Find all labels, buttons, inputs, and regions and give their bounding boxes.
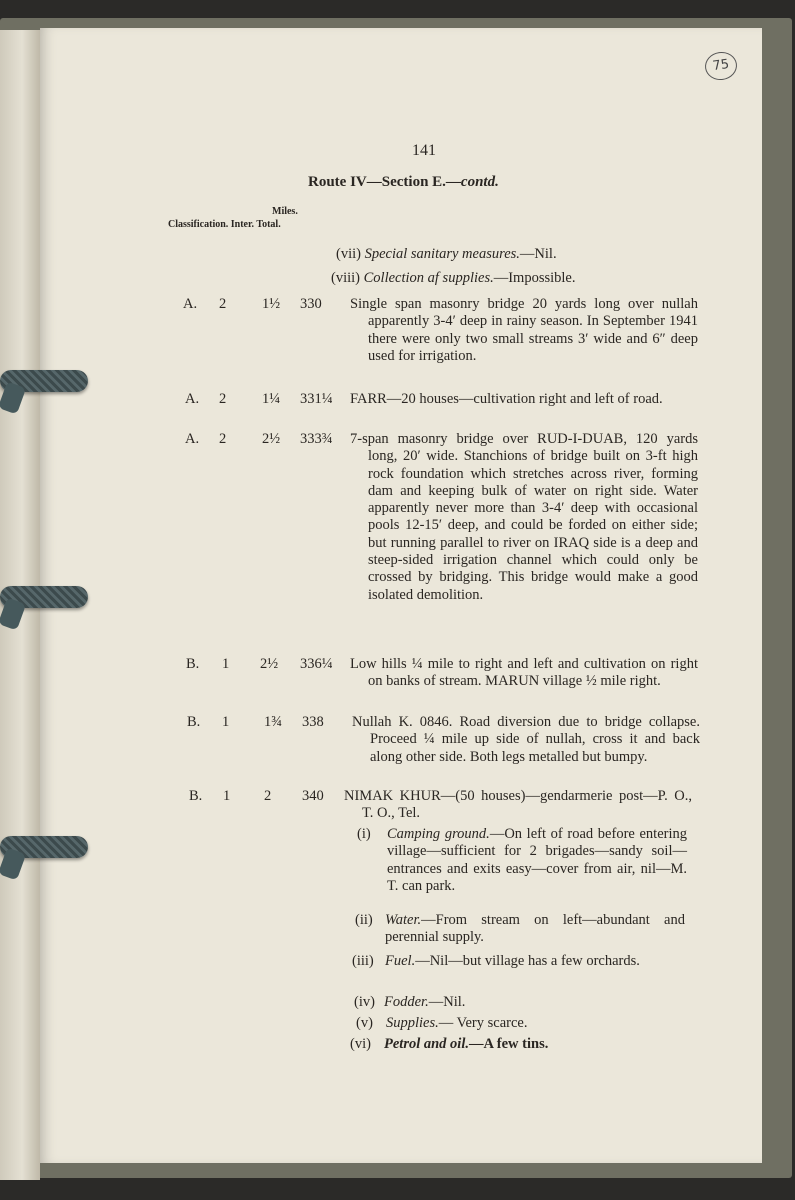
page-number: 141 xyxy=(412,142,436,159)
row-classification: B. xyxy=(186,656,200,672)
sub-item: (v) Supplies.— Very scarce. xyxy=(356,1015,528,1031)
row-inter-miles: 2½ xyxy=(260,656,279,672)
row-classification: B. xyxy=(187,714,201,730)
binding-string xyxy=(0,586,88,608)
row-total-miles: 331¼ xyxy=(300,391,333,407)
row-class-number: 2 xyxy=(219,296,227,312)
column-headers: Classification. Inter. Total. xyxy=(168,219,281,230)
row-inter-miles: 2 xyxy=(264,788,272,804)
row-description: Nullah K. 0846. Road diversion due to bridge collapse. Proceed ¼ mile up side of nullah, cross it and back along other side. Both legs metalled but bumpy. xyxy=(352,714,700,765)
row-inter-miles: 1¾ xyxy=(264,714,283,730)
row-inter-miles: 1½ xyxy=(262,296,281,312)
row-total-miles: 336¼ xyxy=(300,656,333,672)
sub-item: (ii) Water.—From stream on left—abundant and perennial supply. xyxy=(355,912,685,946)
sub-item: (iv) Fodder.—Nil. xyxy=(354,994,466,1010)
sub-item: (vi) Petrol and oil.—A few tins. xyxy=(350,1036,549,1052)
row-class-number: 1 xyxy=(223,788,231,804)
row-total-miles: 330 xyxy=(300,296,322,312)
row-description: Single span masonry bridge 20 yards long over nullah apparently 3-4′ deep in rainy season. In September 1941 there were only two small streams 3′ wide and 6″ deep used for irrigation. xyxy=(350,296,698,364)
row-classification: B. xyxy=(189,788,203,804)
row-class-number: 1 xyxy=(222,656,230,672)
sub-item: (iii) Fuel.—Nil—but village has a few orchards. xyxy=(352,953,640,969)
pre-item: (viii) Collection af supplies.—Impossible. xyxy=(331,270,576,286)
row-total-miles: 333¾ xyxy=(300,431,333,447)
row-description: 7-span masonry bridge over RUD-I-DUAB, 120 yards long, 20′ wide. Stanchions of bridge built on 3-ft high rock foundation which stretches across river, forming dam and keeping bulk of water on right side. Water apparently never more than 3-4′ deep with occasional pools 12-15′ deep, and could be forded on either side; but running parallel to river on IRAQ side is a deep and steep-sided irrigation channel which could only be crossed by bridging. This bridge would make a good isolated demolition. xyxy=(350,431,698,603)
row-total-miles: 338 xyxy=(302,714,324,730)
row-classification: A. xyxy=(183,296,198,312)
sub-item: (i) Camping ground.—On left of road before entering village—sufficient for 2 brigades—sandy soil—entrances and exits easy—cover from air, nil—M. T. can park. xyxy=(357,826,687,894)
binding-string xyxy=(0,836,88,858)
row-description: FARR—20 houses—cultivation right and left of road. xyxy=(350,391,663,407)
row-description: Low hills ¼ mile to right and left and cultivation on right on banks of stream. MARUN village ½ mile right. xyxy=(350,656,698,690)
row-inter-miles: 2½ xyxy=(262,431,281,447)
handwritten-folio-number: 75 xyxy=(703,50,739,82)
row-classification: A. xyxy=(185,431,200,447)
row-class-number: 2 xyxy=(219,431,227,447)
row-description: NIMAK KHUR—(50 houses)—gendarmerie post—P. O., T. O., Tel. xyxy=(344,788,692,822)
row-class-number: 1 xyxy=(222,714,230,730)
route-heading: Route IV—Section E.—contd. xyxy=(308,174,499,190)
miles-label: Miles. xyxy=(272,206,298,217)
row-inter-miles: 1¼ xyxy=(262,391,281,407)
pre-item: (vii) Special sanitary measures.—Nil. xyxy=(336,246,557,262)
row-total-miles: 340 xyxy=(302,788,324,804)
row-class-number: 2 xyxy=(219,391,227,407)
binding-string xyxy=(0,370,88,392)
row-classification: A. xyxy=(185,391,200,407)
